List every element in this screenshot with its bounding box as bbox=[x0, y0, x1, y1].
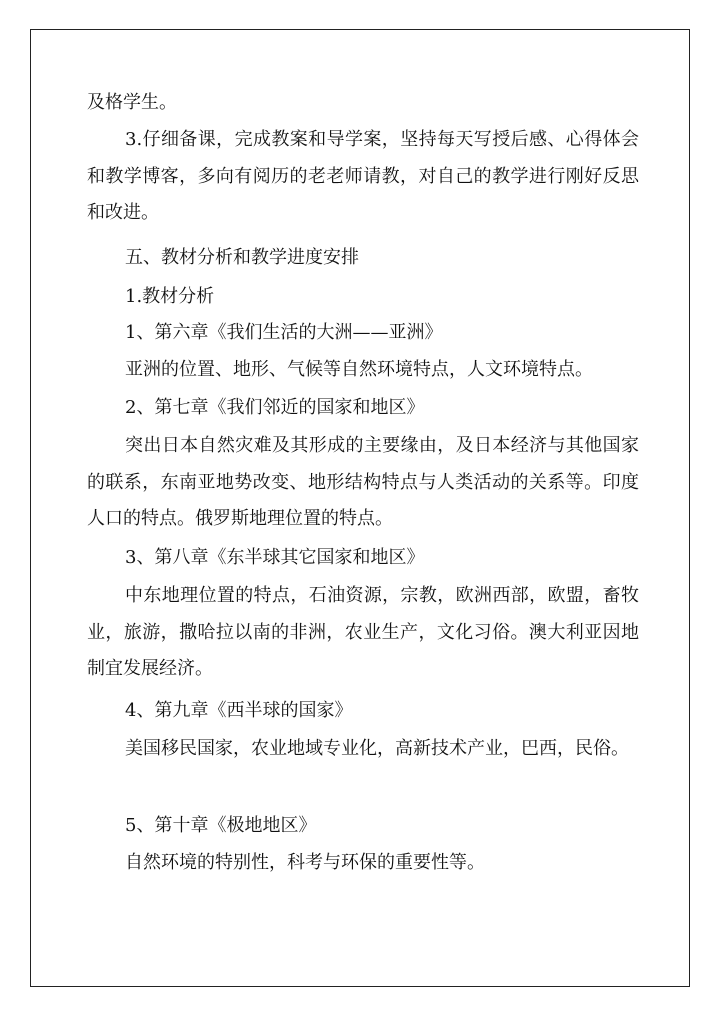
chapter-6-text: 亚洲的位置、地形、气候等自然环境特点，人文环境特点。 bbox=[125, 359, 593, 380]
chapter-9-heading: 4、第九章《西半球的国家》 bbox=[125, 700, 353, 721]
paragraph-2: 3.仔细备课，完成教案和导学案，坚持每天写授后感、心得体会和教学博客，多向有阅历的老老师请教，对自己的教学进行刚好反思和改进。 bbox=[87, 129, 639, 224]
chapter-7-text: 突出日本自然灾难及其形成的主要缘由，及日本经济与其他国家的联系，东南亚地势改变、地形结构特点与人类活动的关系等。印度人口的特点。俄罗斯地理位置的特点。 bbox=[87, 435, 639, 530]
chapter-6-heading: 1、第六章《我们生活的大洲——亚洲》 bbox=[125, 322, 443, 343]
chapter-10-text: 自然环境的特别性，科考与环保的重要性等。 bbox=[125, 852, 485, 873]
paragraph-1: 及格学生。 bbox=[87, 92, 177, 113]
section-heading: 五、教材分析和教学进度安排 bbox=[125, 247, 359, 268]
chapter-10-heading: 5、第十章《极地地区》 bbox=[125, 815, 317, 836]
subsection-heading: 1.教材分析 bbox=[125, 286, 215, 307]
chapter-9-text: 美国移民国家，农业地域专业化，高新技术产业，巴西，民俗。 bbox=[125, 738, 629, 759]
chapter-8-text: 中东地理位置的特点，石油资源，宗教，欧洲西部，欧盟，畜牧业，旅游，撒哈拉以南的非洲，农业生产，文化习俗。澳大利亚因地制宜发展经济。 bbox=[87, 585, 639, 680]
chapter-8-heading: 3、第八章《东半球其它国家和地区》 bbox=[125, 547, 425, 568]
chapter-7-heading: 2、第七章《我们邻近的国家和地区》 bbox=[125, 397, 425, 418]
